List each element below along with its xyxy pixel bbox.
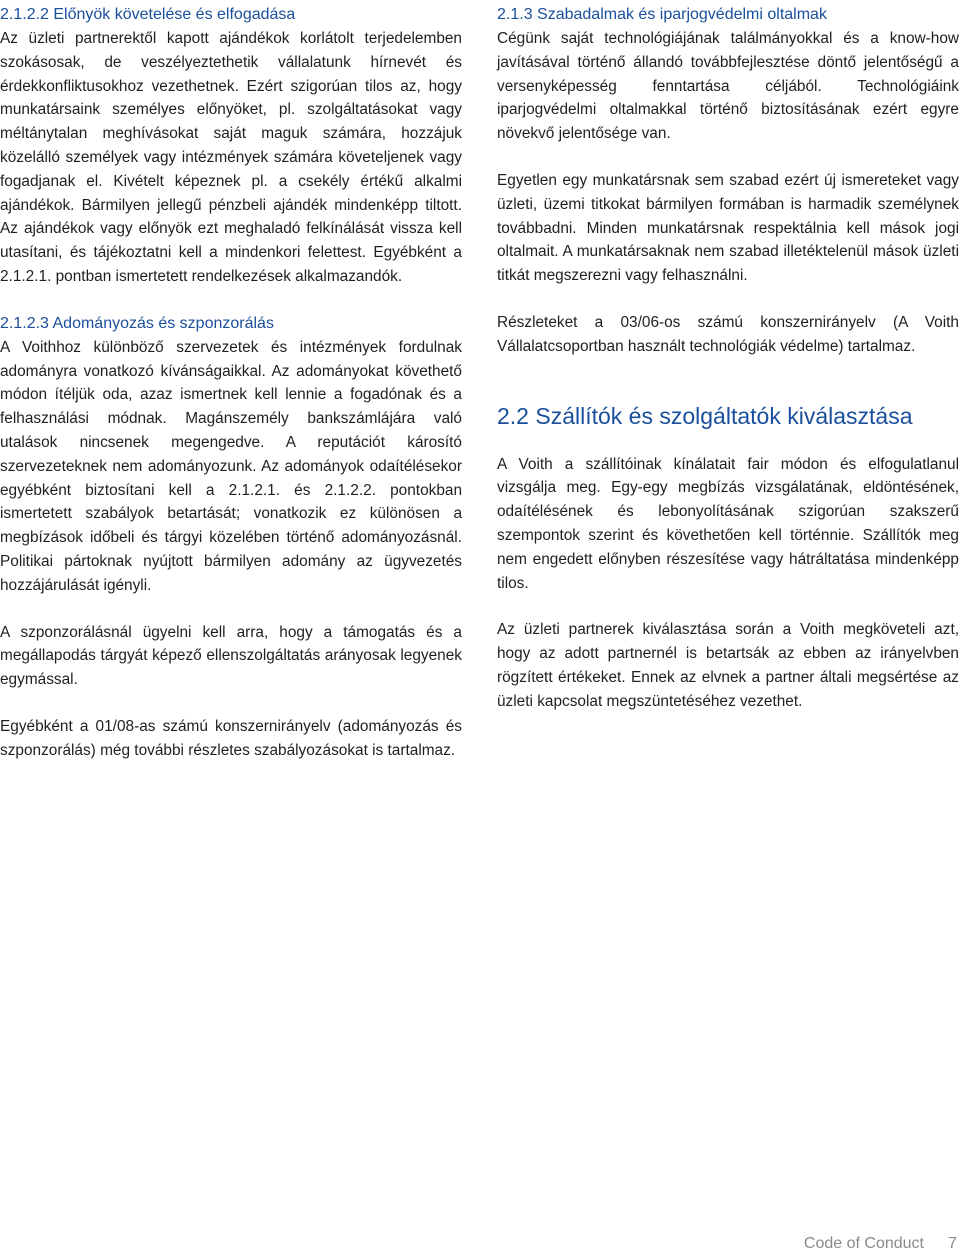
section-paragraph-supplier-review: A Voith a szállítóinak kínálatait fair módon és elfogulatlanul vizsgálja meg. Egy-egy megbízás vizsgálatának, eldöntésének, odaítélésének és lebonyolításának szigorúan szakszerű szempontok szerint és követhetően kell történnie. Szállítók meg nem engedett előnyben részesítése vagy hátráltatása mindenképp tilos. [497, 455, 959, 592]
section-body-2-1-2-2: Az üzleti partnerektől kapott ajándékok korlátolt terjedelemben szokásosak, de veszélyeztethetik vállalatunk hírnevét és érdekkonfliktusokhoz vezethetnek. Ezért szigorúan tilos az, hogy munkatársaink személyes előnyöket, pl. szolgáltatásokat vagy méltánytalan meghívásokat saját maguk számára, hozzájuk közelálló személyek vagy intézmények számára követeljenek vagy fogadjanak el. Kivételt képeznek pl. a csekély értékű alkalmi ajándékok. Bármilyen jellegű pénzbeli ajándék mindenképp tiltott. Az ajándékok vagy előnyök ezt meghaladó felkínálását vissza kell utasítani, és tájékoztatni kell a mindenkori felettest. Egyébként a 2.1.2.1. pontban ismertetett rendelkezések alkalmazandók. [0, 30, 462, 285]
section-paragraph-donations: A Voithhoz különböző szervezetek és intézmények fordulnak adományra vonatkozó kívánságaikkal. Az adományokat követhető módon ítéljük oda, azaz ismertnek kell lennie a fogadónak és a felhasználási módnak. Magánszemély bankszámlájára való utalások nincsenek megengedve. A reputációt károsító szervezeteknek nem adományozunk. Az adományok odaítélésekor egyébként biztosítani kell a 2.1.2.1. és 2.1.2.2. pontokban ismertetett szabályok betartását; vonatkozik ez különösen a megbízások időbeli és tárgyi közelében történő adományozásnál. Politikai pártoknak nyújtott bármilyen adomány az ügyvezetés hozzájárulását igényli. [0, 338, 462, 594]
section-heading-2-1-3: 2.1.3 Szabadalmak és iparjogvédelmi oltalmak [497, 6, 827, 23]
left-column [0, 0, 462, 763]
section-paragraph-sponsoring: A szponzorálásnál ügyelni kell arra, hogy a támogatás és a megállapodás tárgyát képező ellenszolgáltatás arányosak legyenek egymással. [0, 623, 462, 689]
section-paragraph-technology: Cégünk saját technológiájának találmányokkal és a know-how javításával történő állandó továbbfejlesztése döntő jelentőségű a versenyképesség fenntartása céljából. Technológiáink iparjogvédelmi oltalmakkal történő biztosításának ezért egyre növekvő jelentősége van. [497, 30, 959, 143]
section-paragraph-directive-03-06: Részleteket a 03/06-os számú konszernirányelv (A Voith Vállalatcsoportban használt technológiák védelme) tartalmaz. [497, 313, 959, 355]
page-number: 7 [948, 1235, 957, 1252]
section-paragraph-secrets: Egyetlen egy munkatársnak sem szabad ezért új ismereteket vagy üzleti, üzemi titkokat bármilyen formában is harmadik személynek továbbadni. Minden munkatársnak respektálnia kell mások jogi oltalmait. A munkatársaknak nem szabad illetéktelenül mások üzleti titkát megszerezni vagy felhasználni. [497, 171, 959, 285]
footer-label: Code of Conduct [803, 1235, 924, 1252]
section-heading-2-1-2-3: 2.1.2.3 Adományozás és szponzorálás [0, 314, 274, 332]
section-heading-2-2: 2.2 Szállítók és szolgáltatók kiválasztása [497, 402, 913, 429]
section-paragraph-partner-selection: Az üzleti partnerek kiválasztása során a Voith megköveteli azt, hogy az adott partnernél is betartsák az ebben az irányelvben rögzített értékeket. Ennek az elvnek a partner általi megsértése az üzleti kapcsolat megszüntetéséhez vezethet. [497, 621, 959, 710]
page-footer [804, 1232, 960, 1256]
right-column [497, 0, 959, 714]
section-paragraph-directive-reference: Egyébként a 01/08-as számú konszernirányelv (adományozás és szponzorálás) még további részletes szabályozásokat is tartalmaz. [0, 717, 462, 759]
section-heading-2-1-2-2: 2.1.2.2 Előnyök követelése és elfogadása [0, 6, 296, 23]
